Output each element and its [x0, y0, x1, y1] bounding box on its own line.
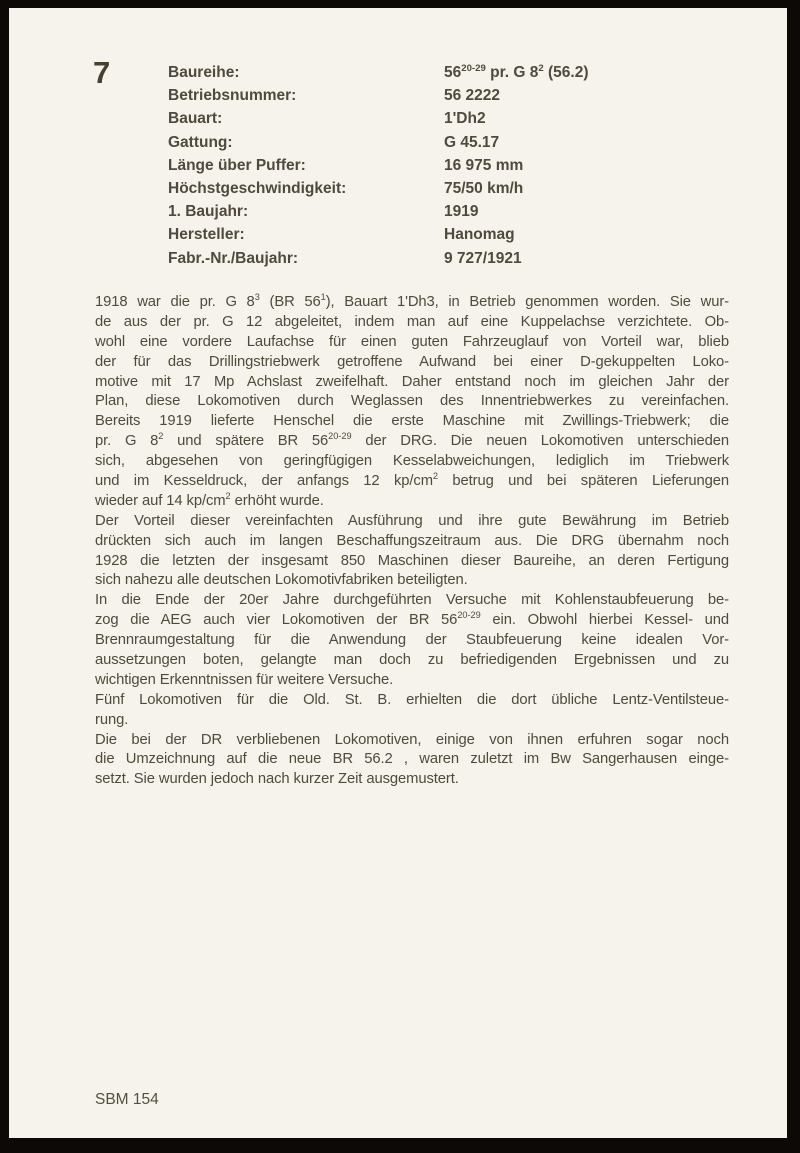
text-line: setzt. Sie wurden jedoch nach kurzer Zeit ausgemustert.	[95, 771, 459, 788]
text-line: motive mit 17 Mp Achslast zweifelhaft. Daher entstand noch im gleichen Jahr der	[95, 373, 729, 390]
text-line: und im Kesseldruck, der anfangs 12 $kp/cm^2$ betrug und bei späteren Lieferungen	[95, 472, 729, 490]
text-line: Brennraumgestaltung für die Anwendung der Staubfeuerung keine idealen Vor-	[95, 632, 729, 649]
spec-value: 1919	[444, 203, 479, 221]
spec-value: 9 727/1921	[444, 249, 522, 267]
spec-row	[168, 84, 589, 107]
spec-value: 1'Dh2	[444, 110, 486, 128]
text-line: aussetzungen boten, gelangte man doch zu befriedigenden Ergebnissen und zu	[95, 652, 729, 669]
spec-row	[168, 177, 589, 200]
text-line: wieder auf 14 $kp/cm^2$ erhöht wurde.	[95, 491, 324, 509]
paragraph	[95, 512, 729, 592]
text-line: Bereits 1919 lieferte Henschel die erste Maschine mit Zwillings-Triebwerk; die	[95, 413, 729, 430]
spec-row	[168, 131, 589, 154]
body-text	[95, 293, 729, 790]
text-line: Fünf Lokomotiven für die Old. St. B. erhielten die dort übliche Lentz-Ventilsteue-	[95, 691, 729, 708]
text-line: die Umzeichnung auf die neue BR 56.2 , waren zuletzt im Bw Sangerhausen einge-	[95, 751, 729, 768]
text-line: sich nahezu alle deutschen Lokomotivfabriken beteiligten.	[95, 572, 468, 589]
text-line: Plan, diese Lokomotiven durch Weglassen des Innentriebwerkes zu vereinfachen.	[95, 393, 729, 410]
spec-label: Höchstgeschwindigkeit:	[168, 179, 347, 197]
text-line: 1928 die letzten der insgesamt 850 Maschinen dieser Baureihe, an deren Fertigung	[95, 552, 729, 569]
spec-label: 1. Baujahr:	[168, 203, 249, 221]
paragraph	[95, 293, 729, 512]
text-line: 1918 war die pr. G $8^3$ (BR $56^1$), Bauart 1'Dh3, in Betrieb genommen worden. Sie wur-	[95, 293, 729, 310]
spec-row	[168, 61, 589, 84]
paragraph	[95, 591, 729, 690]
spec-label: Betriebsnummer:	[168, 87, 297, 105]
spec-label: Bauart:	[168, 110, 223, 128]
text-line: de aus der pr. G 12 abgeleitet, indem man auf eine Kuppelachse verzichtete. Ob-	[95, 313, 729, 330]
text-line: rung.	[95, 711, 129, 728]
text-line: wichtigen Erkenntnissen für weitere Versuche.	[95, 671, 394, 688]
spec-label: Hersteller:	[168, 226, 245, 244]
spec-value: 56 2222	[444, 87, 501, 105]
spec-label: Länge über Puffer:	[168, 156, 306, 174]
spec-row	[168, 247, 589, 270]
text-line: sich, abgesehen von geringfügigen Kesselabweichungen, lediglich im Triebwerk	[95, 453, 729, 470]
footer-code: SBM 154	[95, 1091, 159, 1108]
text-line: der für das Drillingstriebwerk getroffene Aufwand bei einer D-gekuppelten Loko-	[95, 353, 729, 370]
text-line: drückten sich auch im langen Beschaffungszeitraum aus. Die DRG übernahm noch	[95, 532, 729, 549]
text-line: zog die AEG auch vier Lokomotiven der BR 56$^{20-29}$ ein. Obwohl hierbei Kessel- und	[95, 611, 729, 629]
text-line: wohl eine vordere Laufachse für einen guten Fahrzeuglauf von Vorteil war, blieb	[95, 333, 729, 350]
text-line: In die Ende der 20er Jahre durchgeführten Versuche mit Kohlenstaubfeuerung be-	[95, 592, 729, 609]
spec-value: 56$^{20-29}$ pr. G $8^2$ (56.2)	[444, 62, 589, 81]
spec-value: 75/50 km/h	[444, 179, 524, 197]
paragraph	[95, 731, 729, 791]
spec-row	[168, 107, 589, 130]
spec-label: Fabr.-Nr./Baujahr:	[168, 249, 299, 267]
text-line: Die bei der DR verbliebenen Lokomotiven, einige von ihnen erfuhren sogar noch	[95, 731, 729, 748]
spec-row	[168, 200, 589, 223]
spec-row	[168, 154, 589, 177]
spec-value: Hanomag	[444, 226, 515, 244]
spec-label: Gattung:	[168, 133, 233, 151]
spec-value: G 45.17	[444, 133, 500, 151]
text-line: Der Vorteil dieser vereinfachten Ausführung und ihre gute Bewährung im Betrieb	[95, 512, 729, 529]
spec-value: 16 975 mm	[444, 156, 524, 174]
text-line: pr. G $8^2$ und spätere BR 56$^{20-29}$ der DRG. Die neuen Lokomotiven unterschieden	[95, 432, 729, 450]
spec-table	[168, 61, 589, 270]
paragraph	[95, 691, 729, 731]
spec-row	[168, 223, 589, 246]
locomotive-data-card	[9, 8, 787, 1138]
spec-label: Baureihe:	[168, 64, 240, 81]
card-number: 7	[93, 55, 111, 90]
